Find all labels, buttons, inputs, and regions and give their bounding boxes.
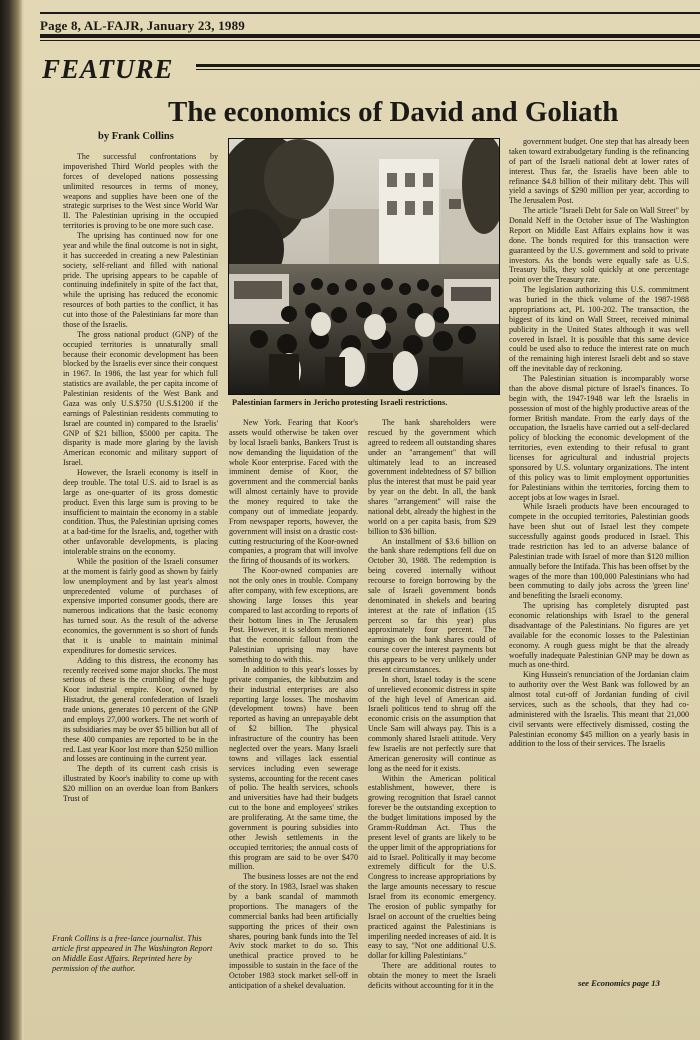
photo-caption: Palestinian farmers in Jericho protesting Israeli restrictions. bbox=[232, 398, 448, 407]
paragraph: In addition to this year's losses by private companies, the kibbutzim and their industrial enterprises are also reporting large losses. The moshavim (development towns) have been reported as having an unrepayable debt of $2 billion. The physical infrastructure of the country has been neglected over the years. Many Israeli towns and villages lack essential services including even sewerage systems, accounting for the recent cases of polio. The health services, schools and universities have had their budgets cut to the bone and employees' strikes are proliferating. At the same time, the government is pouring subsidies into other Jewish settlements in the occupied territories; the annual costs of this program are said to be over $470 million. bbox=[229, 664, 358, 872]
paragraph: In short, Israel today is the scene of unrelieved economic distress in spite of the high level of American aid. Israeli politicos tend to shrug off the economic crisis on the assumption that Uncle Sam will always pay. This is a commonly shared Israeli attitude. Very few Israelis are not perfectly sure that American generosity will continue as long as the need for it exists. bbox=[368, 674, 496, 773]
paragraph: Adding to this distress, the economy has recently received some major shocks. The most serious of these is the crumbling of the huge Koor industrial empire. Koor, owned by Histadrut, the general confederation of Israeli trade unions, generates 10 percent of the GNP and employs 27,000 workers. The net worth of its subsidiaries may be over $5 billion but all of these 400 companies are reported to be in the red. Last year Koor lost more than $250 million and losses are continuing in the current year. bbox=[63, 655, 218, 764]
paragraph: The Palestinian situation is incomparably worse than the above dismal picture of Israel's finances. To begin with, the 1947-1948 war left the Israelis in possession of most of the highly productive areas of the former British mandate. From the early days of the occupation, the Israelis have carried out a self-declared policy of blocking the economic development of the territories, even extending to their refusal to grant licenses for agricultural and industrial projects sponsored by U.S. voluntary organizations. The intent of this policy was to limit employment opportunities for Palestinians within the territories, forcing them to accept jobs at low wages in Israel. bbox=[509, 374, 689, 502]
section-label: FEATURE bbox=[42, 54, 174, 84]
paragraph: The successful confrontations by impoverished Third World peoples with the forces of developed nations possessing unlimited resources in terms of money, weapons and supplies have been one of the strategic surprises to the West since World War II. The Palestinian uprising in the occupied territories is proving to be one more such case. bbox=[63, 152, 218, 231]
paragraph: The business losses are not the end of the story. In 1983, Israel was shaken by a bank scandal of mammoth proportions. The managers of the commercial banks had been artificially supporting the prices of their own shares, pouring bank funds into the Tel Aviv stock market to do so. This unethical practice proved to be impossible to sustain in the face of the October 1983 stock market sell-off in anticipation of a shekel devaluation. bbox=[229, 872, 358, 990]
paragraph: The uprising has completely disrupted past economic relationships with Israel to the general disadvantage of the Palestinians. No figures are yet available for the economic losses to the Palestinian economy. A rough guess might be that the already woefully inadequate Palestinian GNP may be down as much as one-third. bbox=[509, 601, 689, 670]
crowd-photo-icon bbox=[229, 139, 499, 394]
paragraph: government budget. One step that has already been taken toward extrabudgetary funding is the refinancing of part of the Israeli national debt at lower rates of interest. Thus far, the Israelis have been able to refinance $4.8 billion of their military debt. This will yield a savings of $290 million per year, according to The Jerusalem Post. bbox=[509, 137, 689, 206]
article-column-4 bbox=[509, 137, 689, 977]
binding-shadow bbox=[0, 0, 22, 1040]
paragraph: The article "Israeli Debt for Sale on Wall Street" by Donald Neff in the October issue of The Washington Report on Middle East Affairs explains how it was done. The bonds required for this transaction were guaranteed by the U.S. government and sold to private investors. As the bonds were equally safe as U.S. Treasury bills, they sold quickly at one percentage point over the Treasury rate. bbox=[509, 206, 689, 285]
article-column-2 bbox=[229, 418, 358, 990]
headline: The economics of David and Goliath bbox=[168, 96, 619, 128]
paragraph: An installment of $3.6 billion on the bank share redemptions fell due on October 30, 1988. The redemption is being covered internally without recourse to foreign borrowing by the sale of Israeli government bonds denominated in shekels and bearing interest at the rate of inflation (15 percent so far this year) plus approximately four percent. The earnings on the bank shares could of course cover the interest payments but this appears to be very unlikely under present circumstances. bbox=[368, 536, 496, 674]
paragraph: While the position of the Israeli consumer at the moment is fairly good as shown by fairly low unemployment and by last year's almost unprecedented volume of purchases of expensive imported consumer goods, there are numerous indications that the basic economy has turned sour. As the result of the adverse economics, the government is so short of funds that it is unable to maintain minimal expenditures for domestic services. bbox=[63, 556, 218, 655]
folio-rule-thin bbox=[40, 40, 700, 41]
paragraph: The bank shareholders were rescued by the government which agreed to redeem all outstanding shares under an "arrangement" that will ultimately lead to an increased government indebtedness of $7 billion plus the interest that must be paid year by year on the debt. In all, the bank shares "arrangement" will raise the national debt, already the highest in the world on a per capita basis, from $29 billion to $36 billion. bbox=[368, 418, 496, 536]
paragraph: While Israeli products have been encouraged to compete in the occupied territories, Palestinian goods have been shut out of Israel lest they compete successfully against goods produced in Israel. This trade restriction has led to an adverse balance of Palestinian trade with Israel of more than $120 million annually before the Intifada. This has been offset by the wages of the more than 100,000 Palestinians who had been commuting to daily jobs across the 'green line' and benefiting the Israeli economy. bbox=[509, 502, 689, 601]
paragraph: The Koor-owned companies are not the only ones in trouble. Company after company, with few exceptions, are showing large losses this year compared to last according to reports of their bottom lines in The Jerusalem Post. However, it is seldom mentioned that the economic fallout from the Palestinian uprising may have something to do with this. bbox=[229, 566, 358, 664]
continued-link[interactable]: see Economics page 13 bbox=[578, 978, 660, 988]
paragraph: There are additional routes to obtain the money to meet the Israeli deficits without accounting for it in the bbox=[368, 961, 496, 990]
article-column-3 bbox=[368, 418, 496, 990]
paragraph: King Hussein's renunciation of the Jordanian claim to authority over the West Bank was followed by an almost total cut-off of Jordanian funding of civil services, such as the schools, that they had co-administered with the Israelis. This meant that 21,000 civil servants were effectively dismissed, costing the Palestinian economy $45 million on a yearly basis in addition to the loss of their services. The Israelis bbox=[509, 670, 689, 749]
paragraph: The depth of its current cash crisis is illustrated by Koor's inability to come up with $20 million on an overdue loan from Bankers Trust of bbox=[63, 764, 218, 803]
paragraph: New York. Fearing that Koor's assets would otherwise be taken over by local Israeli banks, Bankers Trust is now demanding the liquidation of the whole Koor enterprise. Faced with the imminent demise of Koor, the government and the commercial banks will almost certainly have to provide the money required to take the company out of immediate jeopardy. From newspaper reports, however, the government will insist on a drastic cost-cutting restructuring of the Koor-owned companies, a program that will involve the firing of thousands of its workers. bbox=[229, 418, 358, 566]
byline: by Frank Collins bbox=[98, 131, 174, 142]
author-note: Frank Collins is a free-lance journalist. This article first appeared in The Washington Report on Middle East Affairs. Reprinted here by permission of the author. bbox=[52, 934, 213, 973]
article-column-1 bbox=[63, 152, 218, 972]
paragraph: The gross national product (GNP) of the occupied territories is unnaturally small because their economic development has been blocked by the Israelis ever since their conquest in 1967. In 1986, the last year for which full statistics are available, the per capita income of Palestinian residents of the West Bank and Gaza was only U.S.$750 (U.S.$1200 if the earnings of Palestinian residents commuting to Israel are counted in) compared to the Israelis' GNP of $21 billion, $5000 per capita. The disparity is made more glaring by the lavish American economic and military support of Israel. bbox=[63, 329, 218, 468]
paragraph: However, the Israeli economy is itself in deep trouble. The total U.S. aid to Israel is as large as one-quarter of its gross domestic product. Even this large sum is proving to be insufficient to maintain the economy in a stable condition. Thus, the Palestinian uprising comes at a bad-time for the Israelis, and, together with other unfavorable developments, is placing intolerable strains on the economy. bbox=[63, 468, 218, 556]
folio-rule bbox=[40, 34, 700, 38]
page-folio: Page 8, AL-FAJR, January 23, 1989 bbox=[40, 18, 245, 33]
section-rule bbox=[196, 64, 700, 67]
paragraph: Within the American political establishment, however, there is growing recognition that Israel cannot forever be the outstanding exception to the budget limitations imposed by the Gramm-Ruddman Act. Thus the present level of grants are likely to be the upper limit of the appropriations for aid to Israel. Politically it may become extremely difficult for the U.S. Congress to increase appropriations by the large amounts necessary to rescue Israel from its economic emergency. The erosion of public sympathy for Israel on account of the cruelties being practiced against the Palestinians is imperiling needed increases of aid. It is easy to say, "Not one additional U.S. dollar for killing Palestinians." bbox=[368, 773, 496, 961]
paragraph: The legislation authorizing this U.S. commitment was buried in the thick volume of the 1987-1988 appropriations act, PL 100-202. The transaction, the biggest of its kind on Wall Street, received minimal publicity in the United States although it was well covered in Israel. It is possible that this same device could be used also to reduce the interest rate on much of the remaining high interest Israeli debt and so stave off the inevitable day of reckoning. bbox=[509, 285, 689, 374]
paragraph: The uprising has continued now for one year and while the final outcome is not in sight, it has succeeded in creating a new Palestinian society, self-reliant and filled with national pride. The uprising appears to be capable of continuing indefinitely in spite of the fact that, while the uprising has reduced the economic resources of both parties to the conflict, it has cut into those of the Palestinians far more than those of the Israelis. bbox=[63, 231, 218, 329]
section-rule-thin bbox=[196, 69, 700, 70]
crowd-photo bbox=[228, 138, 500, 395]
top-rule bbox=[40, 12, 700, 14]
